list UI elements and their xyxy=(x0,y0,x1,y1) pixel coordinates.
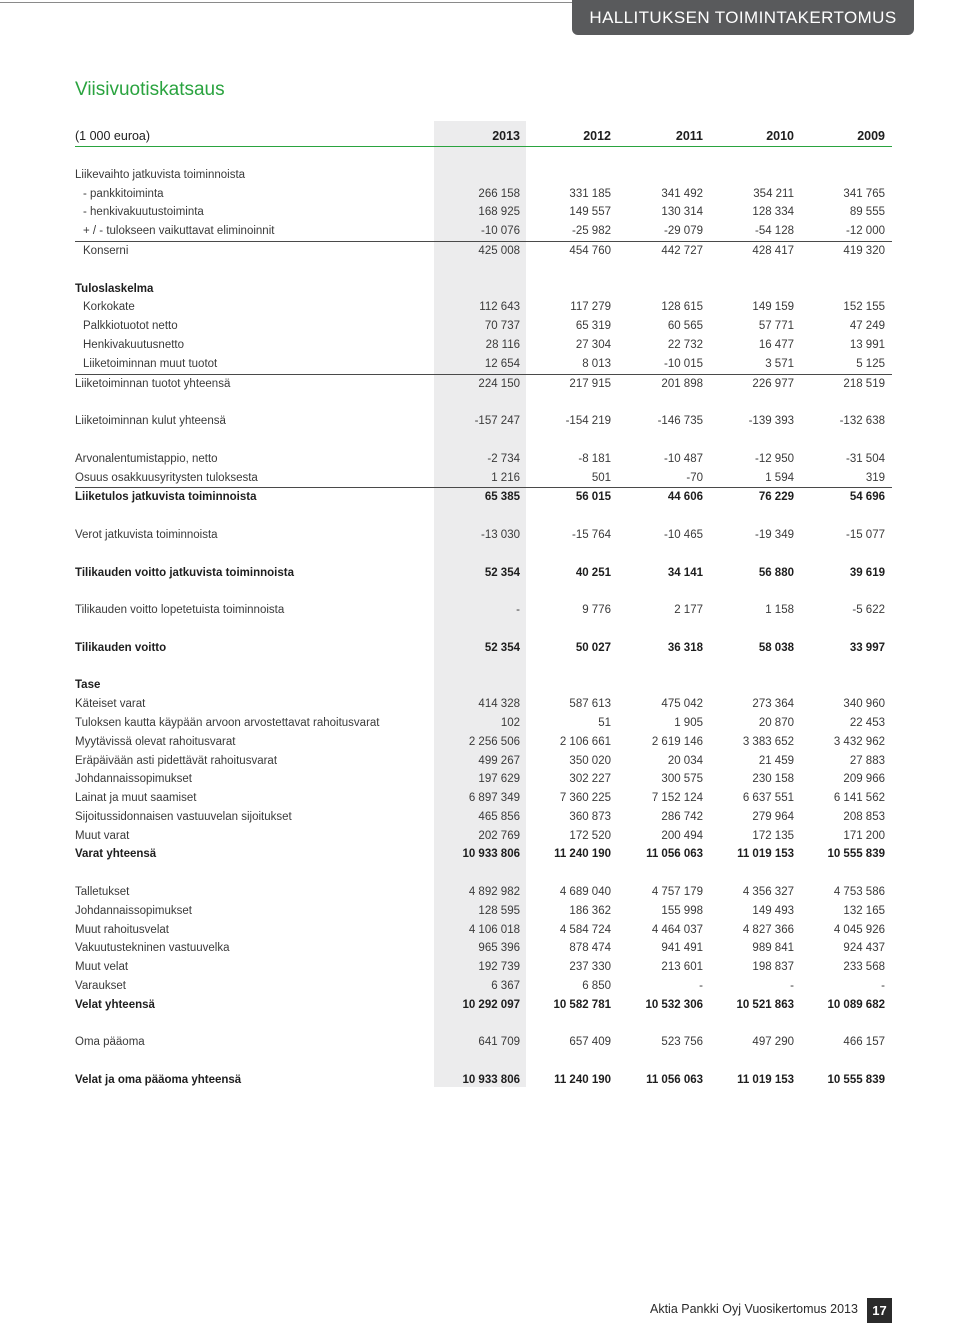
value-cell: 56 015 xyxy=(575,491,611,504)
table-row xyxy=(75,695,892,714)
value-cell: 4 827 366 xyxy=(742,923,794,936)
row-label: + / - tulokseen vaikuttavat eliminoinnit xyxy=(83,225,275,238)
row-label: Lainat ja muut saamiset xyxy=(75,792,197,805)
value-cell: 442 727 xyxy=(661,244,703,257)
value-cell: 6 637 551 xyxy=(742,792,794,805)
value-cell: 27 883 xyxy=(849,754,885,767)
value-cell: 11 240 190 xyxy=(554,848,611,861)
value-cell: -25 982 xyxy=(571,225,611,238)
value-cell: 11 019 153 xyxy=(737,1074,794,1087)
table-row xyxy=(75,564,892,583)
table-row xyxy=(75,939,892,958)
value-cell: 300 575 xyxy=(661,773,703,786)
value-cell: 10 292 097 xyxy=(462,998,520,1011)
row-label: Varaukset xyxy=(75,980,126,993)
table-row xyxy=(75,374,892,394)
value-cell: 1 158 xyxy=(765,604,794,617)
row-label: Muut rahoitusvelat xyxy=(75,923,169,936)
value-cell: 128 595 xyxy=(478,904,520,917)
value-cell: 454 760 xyxy=(569,244,611,257)
value-cell: 497 290 xyxy=(752,1036,794,1049)
value-cell: 10 933 806 xyxy=(462,1074,520,1087)
value-cell: 12 654 xyxy=(484,357,520,370)
value-cell: 11 056 063 xyxy=(646,1074,703,1087)
value-cell: 149 557 xyxy=(569,206,611,219)
value-cell: - xyxy=(881,980,885,993)
value-cell: -132 638 xyxy=(839,415,885,428)
value-cell: 117 279 xyxy=(570,301,611,314)
table-row xyxy=(75,639,892,658)
value-cell: 28 116 xyxy=(485,338,520,351)
row-label: Velat ja oma pääoma yhteensä xyxy=(75,1074,242,1087)
value-cell: 499 267 xyxy=(478,754,520,767)
value-cell: 10 555 839 xyxy=(827,848,885,861)
value-cell: 319 xyxy=(865,471,885,484)
spacer-row xyxy=(75,393,892,412)
value-cell: 10 521 863 xyxy=(736,998,794,1011)
value-cell: 56 880 xyxy=(758,566,794,579)
value-cell: -10 015 xyxy=(663,357,703,370)
row-label: Tuloslaskelma xyxy=(75,282,154,295)
value-cell: 4 356 327 xyxy=(742,886,794,899)
year-header: 2012 xyxy=(583,129,611,143)
value-cell: 924 437 xyxy=(843,942,885,955)
value-cell: 202 769 xyxy=(478,829,520,842)
value-cell: 10 555 839 xyxy=(827,1074,885,1087)
value-cell: 112 643 xyxy=(479,301,520,314)
value-cell: 132 165 xyxy=(843,904,885,917)
value-cell: 47 249 xyxy=(849,320,885,333)
value-cell: -154 219 xyxy=(565,415,611,428)
value-cell: 16 477 xyxy=(758,338,794,351)
value-cell: 641 709 xyxy=(478,1036,520,1049)
spacer-row xyxy=(75,620,892,639)
value-cell: 149 159 xyxy=(752,301,794,314)
value-cell: -12 950 xyxy=(754,452,794,465)
spacer-row xyxy=(75,507,892,526)
table-header-row xyxy=(75,126,892,147)
value-cell: 102 xyxy=(500,716,520,729)
table-row xyxy=(75,450,892,469)
spacer-row xyxy=(75,658,892,677)
row-label: Tase xyxy=(75,679,101,692)
row-label: Tuloksen kautta käypään arvoon arvostettavat rahoitusvarat xyxy=(75,716,380,729)
value-cell: 89 555 xyxy=(849,206,885,219)
table-row xyxy=(75,241,892,261)
value-cell: 197 629 xyxy=(478,773,520,786)
value-cell: 2 619 146 xyxy=(651,735,703,748)
table-row xyxy=(75,902,892,921)
value-cell: 217 915 xyxy=(569,377,611,390)
table-row xyxy=(75,996,892,1015)
spacer-row xyxy=(75,431,892,450)
row-label: Osuus osakkuusyritysten tuloksesta xyxy=(75,471,258,484)
spacer-row xyxy=(75,864,892,883)
value-cell: 2 256 506 xyxy=(468,735,520,748)
value-cell: 4 753 586 xyxy=(833,886,885,899)
section-heading-row xyxy=(75,166,892,185)
spacer-row xyxy=(75,147,892,166)
section-header-tab xyxy=(572,0,914,35)
value-cell: 989 841 xyxy=(752,942,794,955)
value-cell: 128 334 xyxy=(752,206,794,219)
value-cell: 52 354 xyxy=(484,566,520,579)
value-cell: 172 135 xyxy=(752,829,794,842)
value-cell: 414 328 xyxy=(478,698,520,711)
value-cell: 76 229 xyxy=(758,491,794,504)
value-cell: 213 601 xyxy=(661,961,703,974)
value-cell: 4 892 982 xyxy=(468,886,520,899)
table-row xyxy=(75,601,892,620)
value-cell: -10 076 xyxy=(480,225,520,238)
value-cell: 466 157 xyxy=(843,1036,885,1049)
value-cell: 465 856 xyxy=(478,810,520,823)
value-cell: -29 079 xyxy=(663,225,703,238)
footer-page-number: 17 xyxy=(867,1298,892,1323)
value-cell: 168 925 xyxy=(478,206,520,219)
value-cell: 6 850 xyxy=(582,980,611,993)
table-row xyxy=(75,958,892,977)
value-cell: 21 459 xyxy=(758,754,794,767)
value-cell: -70 xyxy=(686,471,703,484)
value-cell: 209 966 xyxy=(843,773,885,786)
value-cell: 425 008 xyxy=(478,244,520,257)
section-header-title: HALLITUKSEN TOIMINTAKERTOMUS xyxy=(589,7,897,27)
value-cell: 36 318 xyxy=(667,641,703,654)
spacer-row xyxy=(75,1052,892,1071)
value-cell: 13 991 xyxy=(849,338,885,351)
row-label: Muut varat xyxy=(75,829,130,842)
value-cell: 5 125 xyxy=(856,357,885,370)
row-label: Sijoitussidonnaisen vastuuvelan sijoitukset xyxy=(75,810,292,823)
row-label: Liiketoiminnan muut tuotot xyxy=(83,357,218,370)
value-cell: 65 385 xyxy=(484,491,520,504)
value-cell: -19 349 xyxy=(754,528,794,541)
value-cell: 341 765 xyxy=(843,187,885,200)
value-cell: 6 367 xyxy=(491,980,520,993)
footer-report-name: Aktia Pankki Oyj Vuosikertomus 2013 xyxy=(650,1302,858,1316)
value-cell: 6 897 349 xyxy=(468,792,520,805)
value-cell: 7 152 124 xyxy=(651,792,703,805)
value-cell: 4 757 179 xyxy=(651,886,703,899)
value-cell: 198 837 xyxy=(752,961,794,974)
table-row xyxy=(75,733,892,752)
value-cell: 9 776 xyxy=(582,604,611,617)
value-cell: 22 453 xyxy=(849,716,885,729)
table-row xyxy=(75,808,892,827)
row-label: Varat yhteensä xyxy=(75,848,157,861)
page-title: Viisivuotiskatsaus xyxy=(75,79,225,100)
value-cell: 10 089 682 xyxy=(827,998,885,1011)
unit-label: (1 000 euroa) xyxy=(75,129,151,143)
row-label: Tilikauden voitto xyxy=(75,641,167,654)
value-cell: 523 756 xyxy=(661,1036,703,1049)
table-row xyxy=(75,185,892,204)
value-cell: -5 622 xyxy=(852,604,885,617)
value-cell: -10 487 xyxy=(663,452,703,465)
value-cell: 128 615 xyxy=(661,301,703,314)
table-row xyxy=(75,487,892,507)
value-cell: -10 465 xyxy=(663,528,703,541)
row-label: Palkkiotuotot netto xyxy=(83,320,178,333)
value-cell: -12 000 xyxy=(845,225,885,238)
value-cell: 27 304 xyxy=(575,338,611,351)
row-label: Henkivakuutusnetto xyxy=(83,338,185,351)
value-cell: 58 038 xyxy=(758,641,794,654)
table-row xyxy=(75,355,892,374)
spacer-row xyxy=(75,1015,892,1034)
table-row xyxy=(75,412,892,431)
table-row xyxy=(75,977,892,996)
value-cell: 3 432 962 xyxy=(833,735,885,748)
value-cell: 224 150 xyxy=(478,377,520,390)
value-cell: 2 106 661 xyxy=(559,735,611,748)
table-row xyxy=(75,1033,892,1052)
value-cell: 657 409 xyxy=(569,1036,611,1049)
row-label: Korkokate xyxy=(83,301,135,314)
value-cell: -15 764 xyxy=(571,528,611,541)
table-row xyxy=(75,827,892,846)
row-label: Liikevaihto jatkuvista toiminnoista xyxy=(75,168,246,181)
table-row xyxy=(75,526,892,545)
value-cell: 878 474 xyxy=(569,942,611,955)
value-cell: 237 330 xyxy=(569,961,611,974)
row-label: Johdannaissopimukset xyxy=(75,904,192,917)
value-cell: 44 606 xyxy=(667,491,703,504)
value-cell: 34 141 xyxy=(667,566,703,579)
value-cell: 354 211 xyxy=(753,187,794,200)
row-label: Vakuutustekninen vastuuvelka xyxy=(75,942,230,955)
value-cell: 20 870 xyxy=(758,716,794,729)
value-cell: 192 739 xyxy=(478,961,520,974)
value-cell: 10 532 306 xyxy=(645,998,703,1011)
table-row xyxy=(75,845,892,864)
value-cell: 273 364 xyxy=(752,698,794,711)
value-cell: 1 216 xyxy=(491,471,520,484)
value-cell: 130 314 xyxy=(661,206,703,219)
table-row xyxy=(75,469,892,488)
row-label: Arvonalentumistappio, netto xyxy=(75,452,218,465)
row-label: Liiketoiminnan kulut yhteensä xyxy=(75,415,226,428)
value-cell: 50 027 xyxy=(575,641,611,654)
value-cell: 7 360 225 xyxy=(559,792,611,805)
value-cell: 22 732 xyxy=(667,338,703,351)
value-cell: 2 177 xyxy=(674,604,703,617)
value-cell: 11 056 063 xyxy=(646,848,703,861)
value-cell: 4 689 040 xyxy=(559,886,611,899)
value-cell: 39 619 xyxy=(849,566,885,579)
year-header: 2009 xyxy=(857,129,885,143)
value-cell: 40 251 xyxy=(575,566,611,579)
table-row xyxy=(75,770,892,789)
value-cell: 419 320 xyxy=(843,244,885,257)
table-row xyxy=(75,317,892,336)
spacer-row xyxy=(75,545,892,564)
value-cell: -146 735 xyxy=(657,415,703,428)
value-cell: 54 696 xyxy=(849,491,885,504)
table-row xyxy=(75,222,892,241)
value-cell: 218 519 xyxy=(843,377,885,390)
value-cell: 65 319 xyxy=(575,320,611,333)
value-cell: -8 181 xyxy=(578,452,611,465)
value-cell: 33 997 xyxy=(849,641,885,654)
value-cell: - xyxy=(699,980,703,993)
value-cell: -15 077 xyxy=(845,528,885,541)
value-cell: 149 493 xyxy=(752,904,794,917)
row-label: Tilikauden voitto jatkuvista toiminnoista xyxy=(75,566,294,579)
value-cell: 331 185 xyxy=(569,187,611,200)
table-row xyxy=(75,789,892,808)
top-rule xyxy=(0,2,575,3)
value-cell: 475 042 xyxy=(661,698,703,711)
value-cell: -54 128 xyxy=(754,225,794,238)
value-cell: 3 383 652 xyxy=(742,735,794,748)
value-cell: 233 568 xyxy=(843,961,885,974)
value-cell: 230 158 xyxy=(752,773,794,786)
value-cell: 186 362 xyxy=(569,904,611,917)
value-cell: -157 247 xyxy=(474,415,520,428)
row-label: Eräpäivään asti pidettävät rahoitusvarat xyxy=(75,754,278,767)
value-cell: 1 905 xyxy=(674,716,703,729)
value-cell: 52 354 xyxy=(484,641,520,654)
section-heading-row xyxy=(75,280,892,299)
value-cell: 57 771 xyxy=(758,320,794,333)
value-cell: - xyxy=(516,604,520,617)
row-label: Talletukset xyxy=(75,886,130,899)
row-label: Liiketulos jatkuvista toiminnoista xyxy=(75,491,257,504)
value-cell: 200 494 xyxy=(661,829,703,842)
value-cell: 4 464 037 xyxy=(651,923,703,936)
row-label: - henkivakuutustoiminta xyxy=(83,206,204,219)
spacer-row xyxy=(75,582,892,601)
value-cell: -2 734 xyxy=(487,452,520,465)
value-cell: 1 594 xyxy=(765,471,794,484)
table-row xyxy=(75,921,892,940)
value-cell: 51 xyxy=(598,716,611,729)
value-cell: 286 742 xyxy=(661,810,703,823)
value-cell: 70 737 xyxy=(484,320,520,333)
value-cell: 266 158 xyxy=(478,187,520,200)
value-cell: 208 853 xyxy=(843,810,885,823)
value-cell: 428 417 xyxy=(752,244,794,257)
table-row xyxy=(75,883,892,902)
value-cell: 171 200 xyxy=(843,829,885,842)
table-row xyxy=(75,203,892,222)
value-cell: 11 019 153 xyxy=(737,848,794,861)
value-cell: 172 520 xyxy=(569,829,611,842)
five-year-summary-table xyxy=(75,126,892,1090)
value-cell: 3 571 xyxy=(765,357,794,370)
table-body xyxy=(75,147,892,1090)
table-row xyxy=(75,714,892,733)
value-cell: 941 491 xyxy=(661,942,703,955)
value-cell: 340 960 xyxy=(843,698,885,711)
value-cell: 11 240 190 xyxy=(554,1074,611,1087)
value-cell: 4 045 926 xyxy=(833,923,885,936)
value-cell: 341 492 xyxy=(661,187,703,200)
value-cell: 4 584 724 xyxy=(559,923,611,936)
spacer-row xyxy=(75,261,892,280)
value-cell: 965 396 xyxy=(478,942,520,955)
value-cell: 226 977 xyxy=(752,377,794,390)
year-header: 2013 xyxy=(492,129,520,143)
value-cell: 4 106 018 xyxy=(468,923,520,936)
row-label: Velat yhteensä xyxy=(75,998,155,1011)
section-heading-row xyxy=(75,676,892,695)
value-cell: 8 013 xyxy=(582,357,611,370)
year-header: 2011 xyxy=(675,129,703,143)
value-cell: 155 998 xyxy=(661,904,703,917)
row-label: Myytävissä olevat rahoitusvarat xyxy=(75,735,236,748)
value-cell: 6 141 562 xyxy=(833,792,885,805)
table-row xyxy=(75,336,892,355)
value-cell: 20 034 xyxy=(667,754,703,767)
value-cell: 360 873 xyxy=(569,810,611,823)
row-label: Muut velat xyxy=(75,961,129,974)
value-cell: 201 898 xyxy=(661,377,703,390)
value-cell: 587 613 xyxy=(569,698,611,711)
year-header: 2010 xyxy=(766,129,794,143)
value-cell: 10 933 806 xyxy=(462,848,520,861)
row-label: Konserni xyxy=(83,244,129,257)
value-cell: 279 964 xyxy=(752,810,794,823)
value-cell: 501 xyxy=(591,471,611,484)
value-cell: -139 393 xyxy=(748,415,794,428)
value-cell: 152 155 xyxy=(843,301,885,314)
row-label: Liiketoiminnan tuotot yhteensä xyxy=(75,377,231,390)
value-cell: 60 565 xyxy=(667,320,703,333)
row-label: Johdannaissopimukset xyxy=(75,773,192,786)
row-label: Käteiset varat xyxy=(75,698,146,711)
value-cell: 10 582 781 xyxy=(553,998,611,1011)
row-label: Verot jatkuvista toiminnoista xyxy=(75,528,218,541)
value-cell: -13 030 xyxy=(480,528,520,541)
table-row xyxy=(75,752,892,771)
value-cell: 350 020 xyxy=(569,754,611,767)
value-cell: 302 227 xyxy=(569,773,611,786)
table-row xyxy=(75,1071,892,1090)
value-cell: -31 504 xyxy=(845,452,885,465)
value-cell: - xyxy=(790,980,794,993)
row-label: Tilikauden voitto lopetetuista toiminnoista xyxy=(75,604,285,617)
table-row xyxy=(75,298,892,317)
row-label: - pankkitoiminta xyxy=(83,187,164,200)
row-label: Oma pääoma xyxy=(75,1036,145,1049)
